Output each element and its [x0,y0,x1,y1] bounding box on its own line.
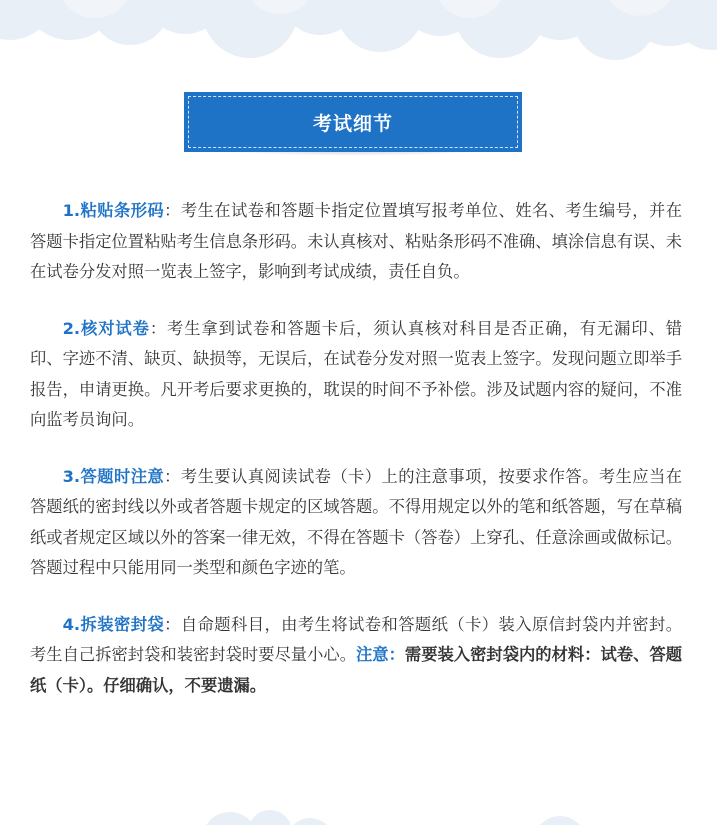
section-paste-barcode [30,196,682,288]
section-answer-notes [30,462,682,584]
section-heading: 4.拆装密封袋 [62,614,165,634]
section-text: ：考生拿到试卷和答题卡后，须认真核对科目是否正确，有无漏印、错印、字迹不清、缺页、缺损等，无误后，在试卷分发对照一览表上签字。发现问题立即举手报告，申请更换。凡开考后要求更换的，耽误的时间不予补偿。涉及试题内容的疑问，不准向监考员询问。 [30,318,682,429]
note-label: 注意： [356,645,405,664]
section-check-paper [30,314,682,436]
section-text: ：考生在试卷和答题卡指定位置填写报考单位、姓名、考生编号，并在答题卡指定位置粘贴考生信息条形码。未认真核对、粘贴条形码不准确、填涂信息有误、未在试卷分发对照一览表上签字，影响到考试成绩，责任自负。 [30,201,682,281]
page-title: 考试细节 [188,96,518,148]
section-text: ：考生要认真阅读试卷（卡）上的注意事项，按要求作答。考生应当在答题纸的密封线以外或者答题卡规定的区域答题。不得用规定以外的笔和纸答题，写在草稿纸或者规定区域以外的答案一律无效，不得在答题卡（答卷）上穿孔、任意涂画或做标记。答题过程中只能用同一类型和颜色字迹的笔。 [30,466,682,577]
section-heading: 1.粘贴条形码 [62,201,165,220]
title-box [184,92,522,152]
cloud-decoration-bottom [0,800,717,825]
section-text: ：自命题科目，由考生将试卷和答题纸（卡）装入原信封袋内并密封。考生自己拆密封袋和装密封袋时要尽量小心。 [30,614,682,664]
cloud-decoration-top [0,0,717,90]
section-heading: 3.答题时注意 [62,466,165,486]
title-banner [184,92,522,152]
section-heading: 2.核对试卷 [62,318,150,338]
content-area [30,196,682,727]
note-text: 需要装入密封袋内的材料：试卷、答题纸（卡）。仔细确认，不要遗漏。 [30,645,682,695]
section-sealed-envelope [30,610,682,702]
